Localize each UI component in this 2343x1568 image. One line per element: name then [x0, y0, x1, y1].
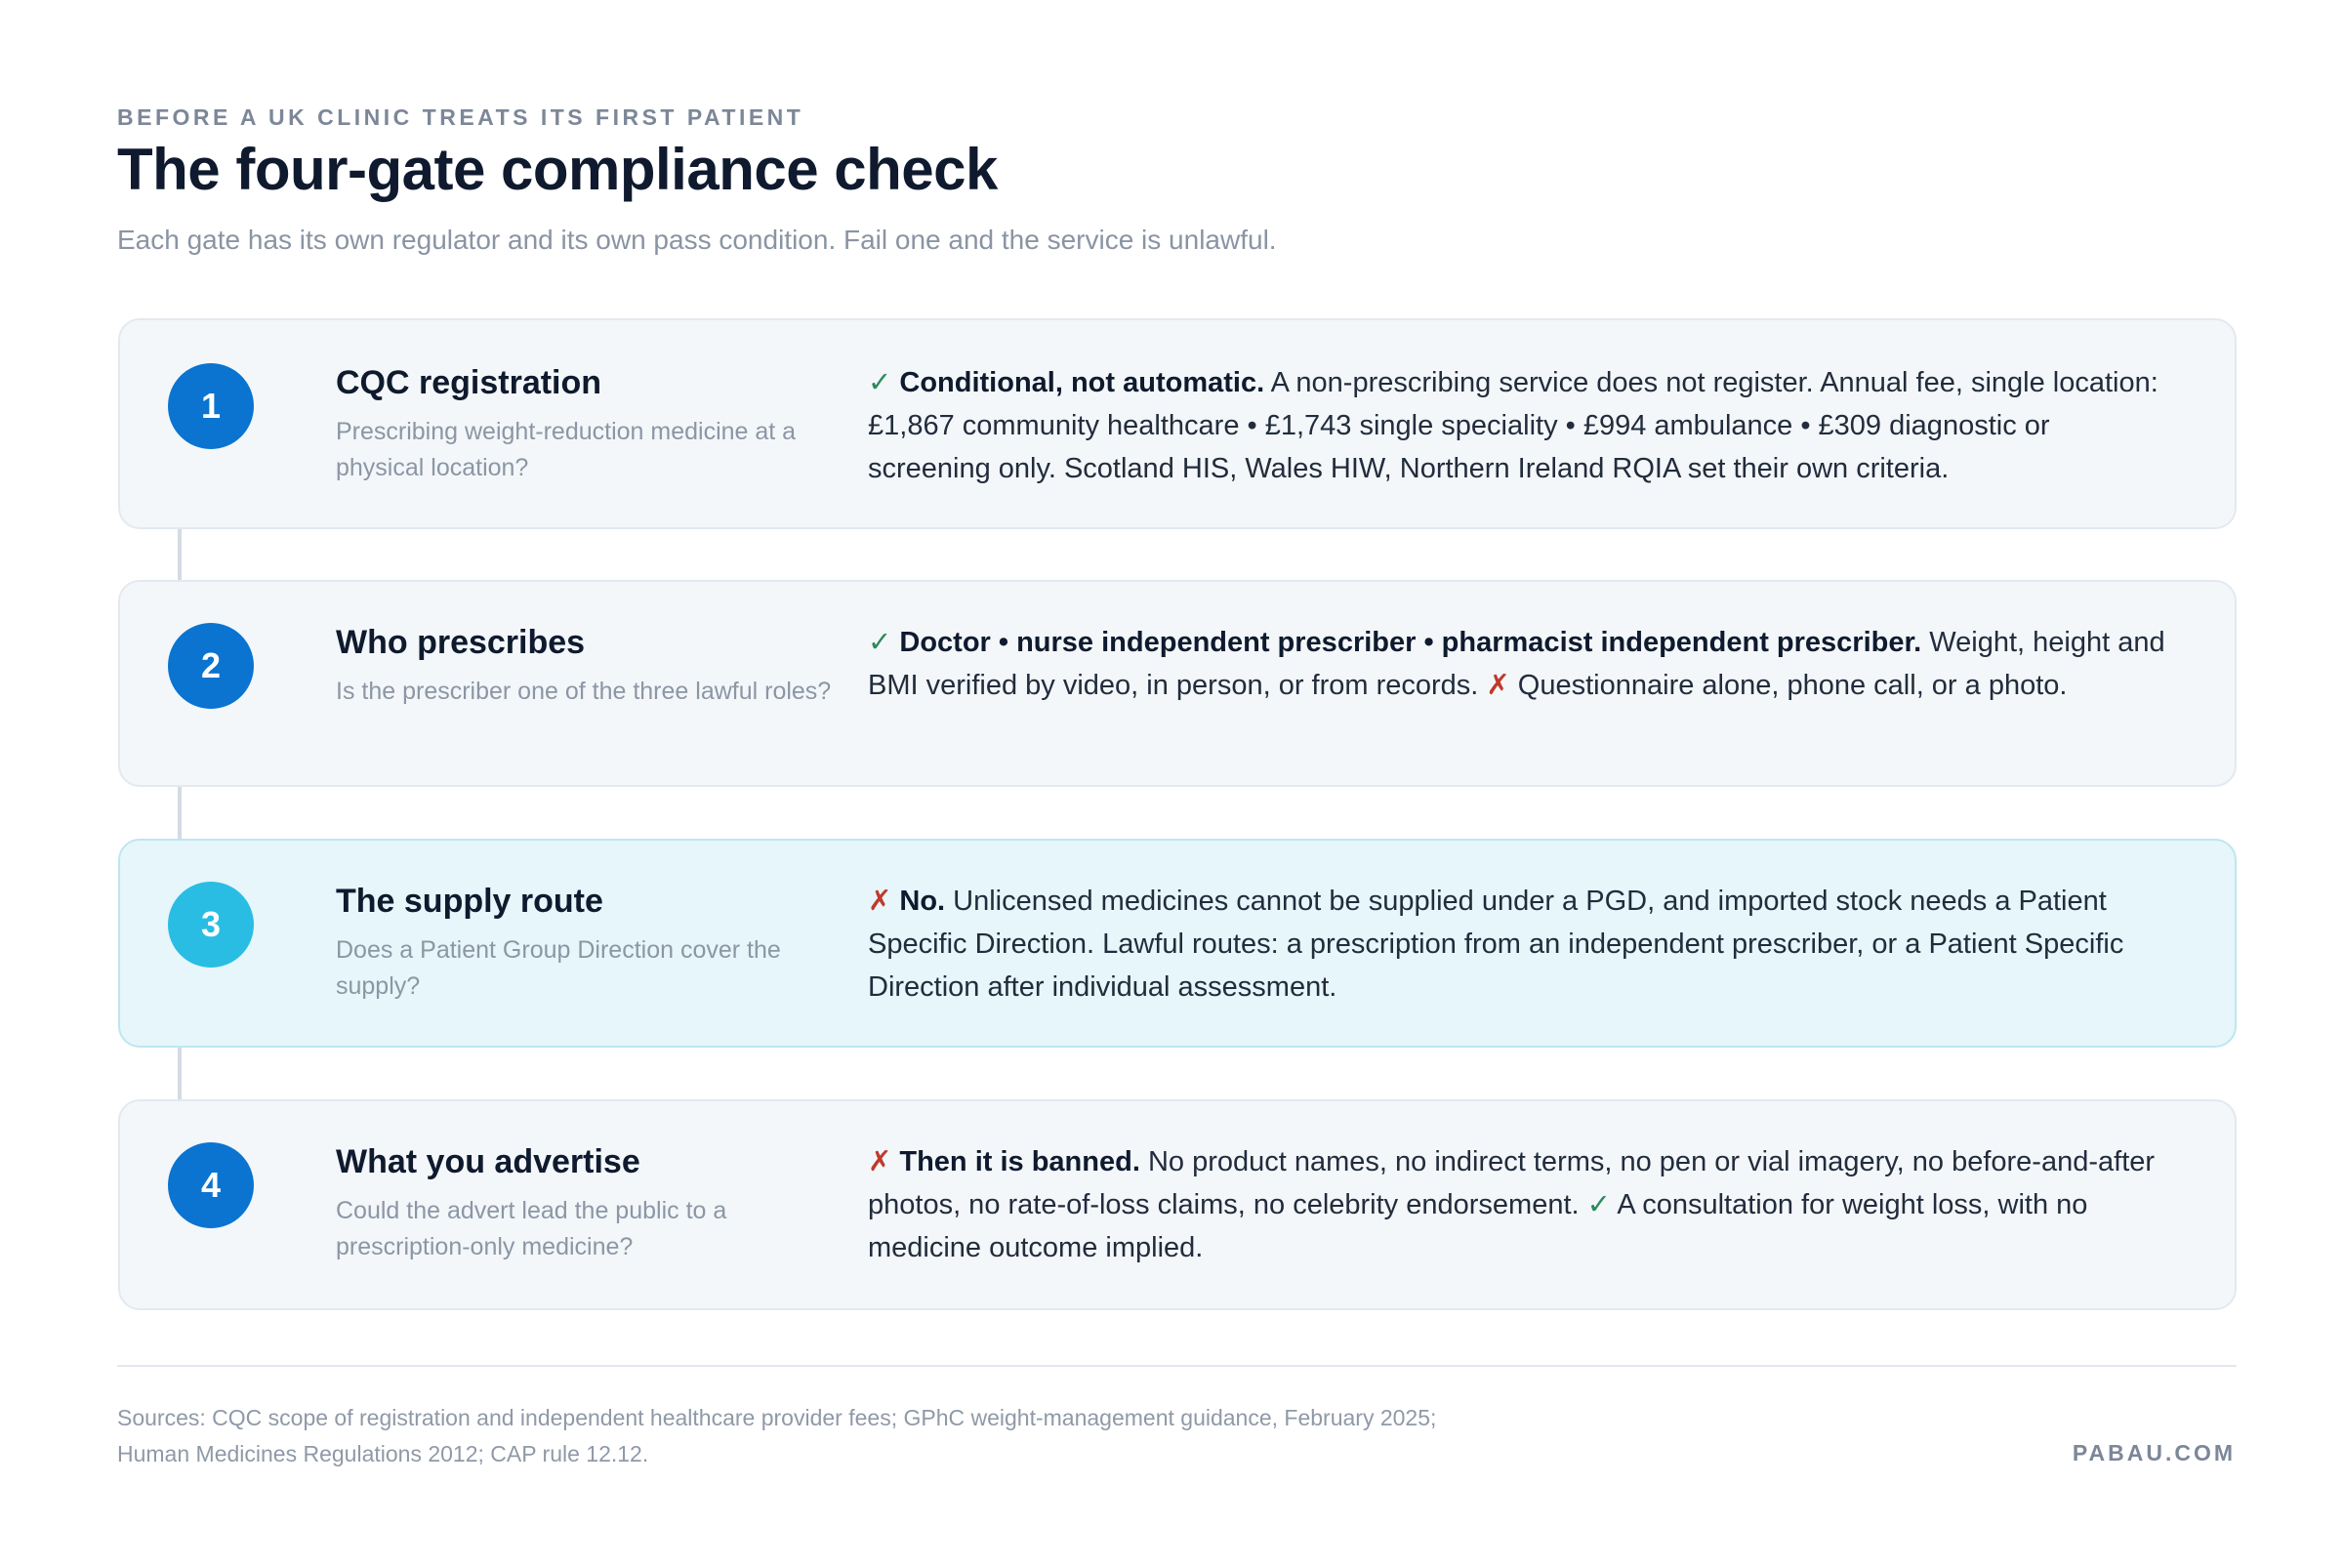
- gate-connector: [178, 1046, 182, 1099]
- gate-question: Could the advert lead the public to a prescription-only medicine?: [336, 1197, 727, 1260]
- gate-title: The supply route: [336, 883, 603, 920]
- gate-detail: Weight, height and BMI verified by video, in person, or from records.: [868, 627, 2165, 701]
- gate-fail-detail: Questionnaire alone, phone call, or a photo.: [1517, 670, 2068, 701]
- gate-number-badge: 3: [168, 882, 254, 968]
- gate-detail: No product names, no indirect terms, no pen or vial imagery, no before-and-after photos, no rate-of-loss claims, no celebrity endorsement.: [868, 1146, 2156, 1220]
- gate-card-4: [118, 1099, 2237, 1310]
- gate-card-3: [118, 839, 2237, 1048]
- cross-icon: ✗: [868, 1146, 892, 1177]
- gate-detail: Unlicensed medicines cannot be supplied under a PGD, and imported stock needs a Patient Specific Direction. Lawful routes: a prescription from an independent prescriber, or a Patient Specific Direction after individual assessment.: [868, 886, 2124, 1003]
- gate-title: CQC registration: [336, 364, 602, 401]
- gate-number-badge: 2: [168, 623, 254, 709]
- check-icon: ✓: [1586, 1189, 1611, 1220]
- gate-verdict: No.: [899, 886, 946, 917]
- sources-note: [117, 1400, 1679, 1472]
- cross-icon: ✗: [1486, 670, 1510, 701]
- gate-card-2: [118, 580, 2237, 787]
- gate-title: Who prescribes: [336, 624, 586, 661]
- gate-condition: [868, 880, 2176, 1009]
- sources-line: Human Medicines Regulations 2012; CAP rule 12.12.: [117, 1441, 649, 1466]
- check-icon: ✓: [868, 627, 892, 658]
- gate-question: Does a Patient Group Direction cover the supply?: [336, 936, 781, 1000]
- gate-title: What you advertise: [336, 1143, 640, 1180]
- gate-detail: A non-prescribing service does not register. Annual fee, single location: £1,867 community healthcare • £1,743 single speciality • £994 ambulance • £309 diagnostic or screening only. Scotland HIS, Wales HIW, Northern Ireland RQIA set their own criteria.: [868, 367, 2158, 484]
- gate-verdict: Conditional, not automatic.: [899, 367, 1265, 398]
- cross-icon: ✗: [868, 886, 892, 917]
- gate-card-1: [118, 318, 2237, 529]
- page-title: The four-gate compliance check: [117, 137, 998, 202]
- gate-pass-detail: A consultation for weight loss, with no medicine outcome implied.: [868, 1189, 2088, 1263]
- gate-verdict: Then it is banned.: [899, 1146, 1140, 1177]
- gate-condition: [868, 621, 2176, 707]
- brand-label: PABAU.COM: [2072, 1440, 2236, 1465]
- gate-condition: [868, 361, 2176, 490]
- gate-connector: [178, 787, 182, 841]
- gate-condition: [868, 1140, 2176, 1269]
- gate-connector: [178, 528, 182, 582]
- page-subtitle: Each gate has its own regulator and its own pass condition. Fail one and the service is unlawful.: [117, 225, 1277, 255]
- eyebrow-label: BEFORE A UK CLINIC TREATS ITS FIRST PATIENT: [117, 104, 804, 130]
- gate-question: Prescribing weight-reduction medicine at a physical location?: [336, 418, 797, 481]
- gate-verdict: Doctor • nurse independent prescriber • pharmacist independent prescriber.: [899, 627, 1922, 658]
- sources-line: Sources: CQC scope of registration and independent healthcare provider fees; GPhC weight-management guidance, February 2025;: [117, 1405, 1437, 1430]
- gate-number-badge: 4: [168, 1142, 254, 1228]
- gate-number-badge: 1: [168, 363, 254, 449]
- footer-divider: [117, 1365, 2237, 1367]
- gate-question: Is the prescriber one of the three lawful roles?: [336, 678, 832, 705]
- check-icon: ✓: [868, 367, 892, 398]
